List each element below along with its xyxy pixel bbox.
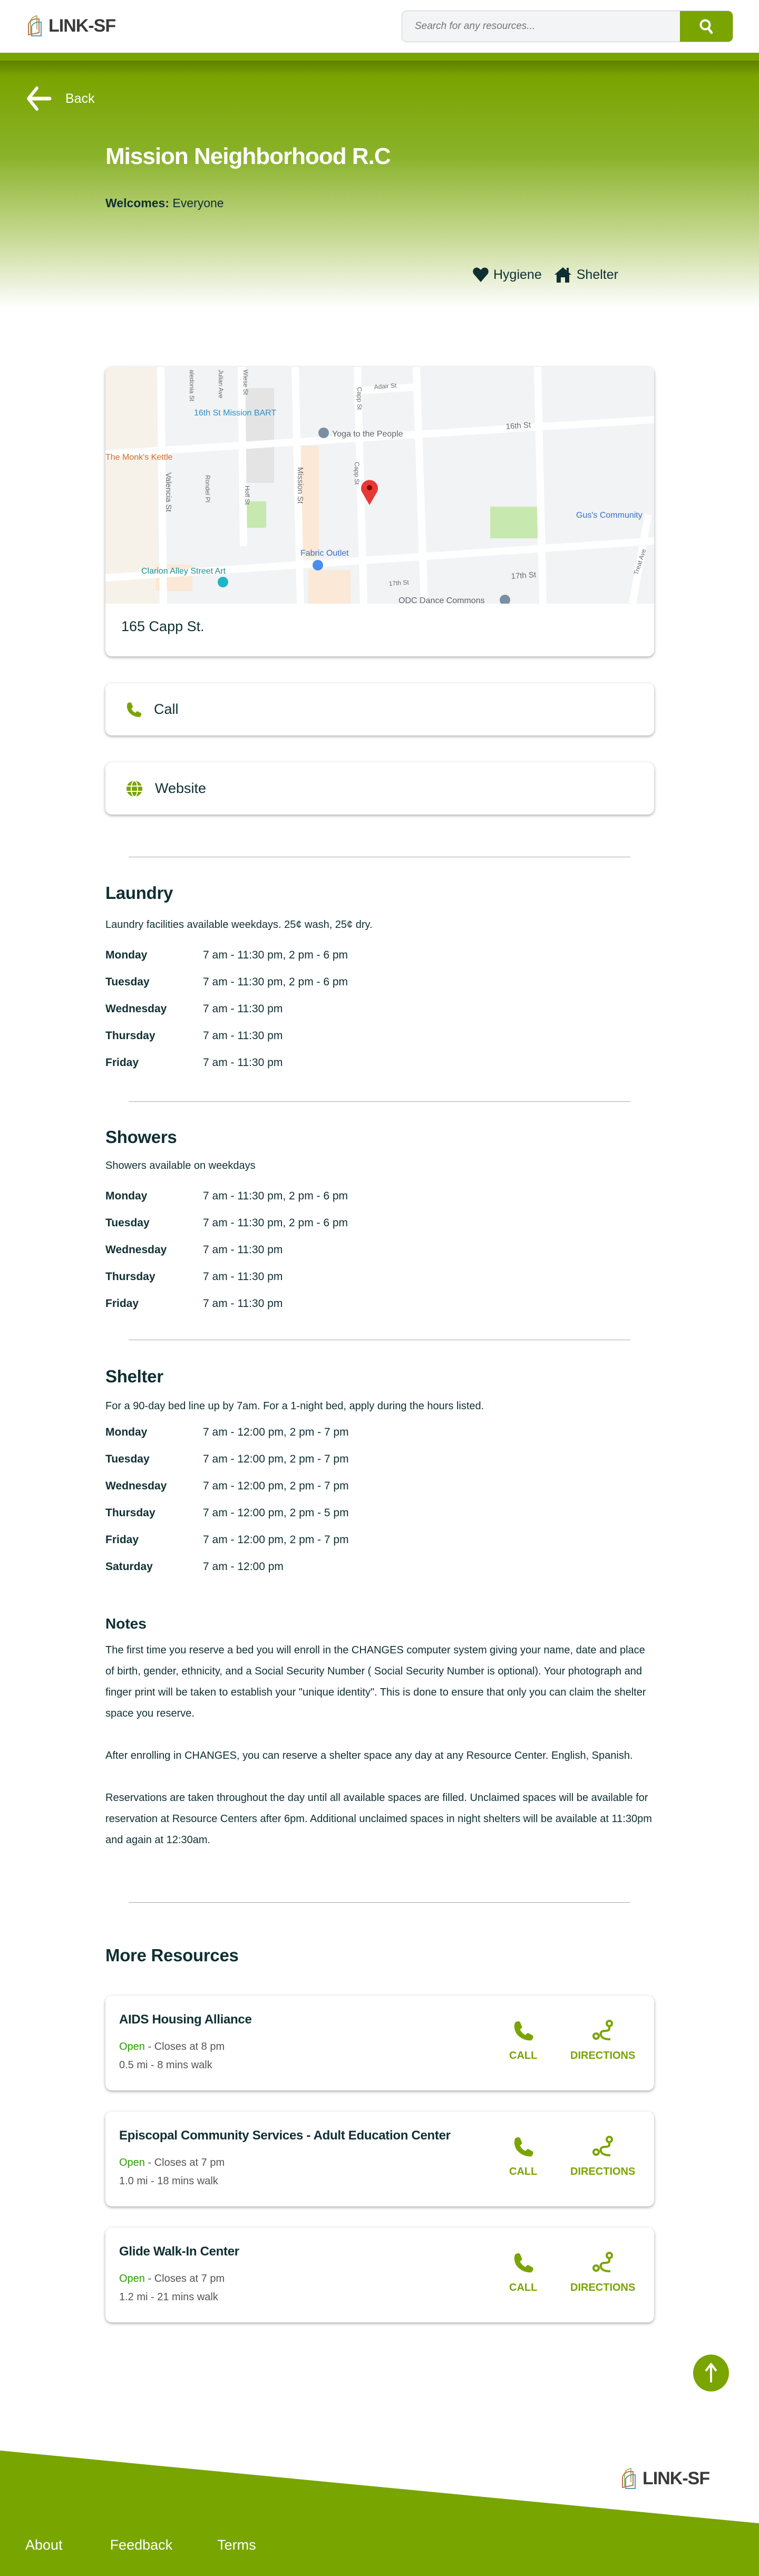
schedule-row (105, 1290, 654, 1317)
day: Wednesday (105, 1479, 167, 1492)
hours: 7 am - 11:30 pm (203, 1243, 283, 1256)
search-bar (402, 11, 733, 42)
resource-status (119, 2041, 225, 2053)
map-label: Clarion Alley Street Art (141, 567, 226, 576)
schedule-row (105, 1419, 654, 1446)
logo-text: LINK-SF (643, 2468, 710, 2488)
hours: 7 am - 12:00 pm, 2 pm - 7 pm (203, 1426, 349, 1438)
map-label: Fabric Outlet (300, 549, 349, 558)
schedule-row (105, 1209, 654, 1236)
schedule-row (105, 1183, 654, 1209)
resource-distance: 0.5 mi - 8 mins walk (119, 2059, 212, 2071)
schedule-row (105, 1473, 654, 1499)
call-label: Call (154, 701, 179, 717)
hours: 7 am - 11:30 pm (203, 1002, 283, 1015)
schedule-row (105, 1236, 654, 1263)
phone-icon (512, 2135, 534, 2158)
camera-pin-icon (218, 577, 228, 587)
schedule-row (105, 995, 654, 1022)
day: Friday (105, 1533, 139, 1546)
hours: 7 am - 11:30 pm, 2 pm - 6 pm (203, 948, 348, 961)
service-description: Showers available on weekdays (105, 1160, 256, 1171)
hours: 7 am - 12:00 pm (203, 1560, 284, 1573)
day: Monday (105, 1426, 148, 1438)
map-label: The Monk's Kettle (105, 453, 173, 462)
search-icon (699, 18, 714, 34)
hours: 7 am - 11:30 pm, 2 pm - 6 pm (203, 975, 348, 988)
hero-banner (0, 61, 759, 308)
service-description: For a 90-day bed line up by 7am. For a 1-night bed, apply during the hours listed. (105, 1400, 484, 1412)
logo-text: LINK-SF (48, 15, 116, 36)
map-label: 17th St (388, 578, 410, 587)
resource-card[interactable] (105, 2228, 654, 2322)
website-label: Website (155, 780, 207, 796)
footer-link-terms[interactable]: Terms (217, 2537, 256, 2553)
back-button[interactable] (25, 86, 95, 111)
hours: 7 am - 11:30 pm, 2 pm - 6 pm (203, 1189, 348, 1202)
resource-name[interactable]: Glide Walk-In Center (119, 2244, 239, 2259)
schedule-row (105, 969, 654, 995)
schedule-row (105, 1022, 654, 1049)
map-label: Gus's Community (576, 511, 643, 520)
schedule-row (105, 1553, 654, 1580)
category-shelter[interactable] (553, 266, 618, 283)
map-label: 16th St (505, 420, 531, 431)
address: 165 Capp St. (121, 618, 205, 634)
divider (129, 1902, 630, 1903)
open-status: Open (119, 2273, 145, 2284)
map-label: Hoff St (244, 486, 251, 505)
map-label: Valencia St (164, 472, 173, 512)
route-icon (591, 2251, 615, 2274)
map-label: Julian Ave (217, 370, 225, 399)
resource-card[interactable] (105, 1996, 654, 2090)
logo-mark-icon (619, 2467, 640, 2490)
divider (129, 1101, 630, 1102)
directions-label: DIRECTIONS (570, 2166, 636, 2177)
hours: 7 am - 11:30 pm, 2 pm - 6 pm (203, 1216, 348, 1229)
map-label: Yoga to the People (332, 430, 403, 439)
globe-icon (125, 780, 143, 798)
day: Tuesday (105, 975, 150, 988)
schedule-row (105, 942, 654, 969)
hours: 7 am - 12:00 pm, 2 pm - 7 pm (203, 1533, 349, 1546)
back-label: Back (65, 91, 95, 106)
schedule-row (105, 1049, 654, 1076)
scroll-to-top-button[interactable] (693, 2355, 729, 2391)
footer-link-feedback[interactable]: Feedback (110, 2537, 173, 2553)
welcomes-label: Welcomes: (105, 196, 170, 210)
closing-time: - Closes at 7 pm (144, 2157, 225, 2168)
section-title: Showers (105, 1127, 177, 1147)
notes-paragraph: Reservations are taken throughout the day until all available spaces are filled. Unclaimed spaces will be available for reservation at Resource Centers after 6pm. Additional unclaimed spaces in night shelters will be available at 11:30pm and again at 12:30am. (105, 1792, 652, 1846)
map-label: ODC Dance Commons (398, 596, 485, 604)
site-header (0, 0, 759, 53)
call-button[interactable] (105, 683, 654, 735)
day: Saturday (105, 1560, 153, 1573)
resource-call-button[interactable] (509, 2135, 537, 2178)
footer-logo[interactable] (619, 2467, 709, 2490)
schedule-row (105, 1499, 654, 1526)
day: Monday (105, 1189, 148, 1202)
resource-name[interactable]: Episcopal Community Services - Adult Education Center (119, 2128, 451, 2143)
call-label: CALL (509, 2282, 538, 2293)
day: Friday (105, 1297, 139, 1310)
resource-name[interactable]: AIDS Housing Alliance (119, 2012, 252, 2027)
service-description: Laundry facilities available weekdays. 25¢ wash, 25¢ dry. (105, 919, 373, 931)
day: Monday (105, 948, 148, 961)
route-icon (591, 2019, 615, 2042)
resource-card[interactable] (105, 2112, 654, 2206)
directions-label: DIRECTIONS (570, 2050, 636, 2061)
day: Thursday (105, 1506, 155, 1519)
welcomes-value: Everyone (169, 196, 224, 210)
service-laundry (105, 883, 654, 1076)
day: Wednesday (105, 1243, 167, 1256)
service-shelter (105, 1367, 654, 1580)
footer-nav (25, 2537, 256, 2553)
website-button[interactable] (105, 762, 654, 815)
more-resources-header (105, 1945, 654, 1965)
phone-icon (125, 701, 142, 718)
notes-title: Notes (105, 1615, 147, 1632)
phone-icon (512, 2019, 534, 2042)
hours: 7 am - 12:00 pm, 2 pm - 7 pm (203, 1452, 349, 1465)
call-label: CALL (509, 2050, 538, 2061)
hours: 7 am - 11:30 pm (203, 1270, 283, 1283)
logo-mark-icon (25, 15, 46, 37)
resource-directions-button[interactable] (570, 2251, 635, 2294)
home-icon (553, 266, 572, 283)
resource-call-button[interactable] (509, 2251, 537, 2294)
hours: 7 am - 12:00 pm, 2 pm - 5 pm (203, 1506, 349, 1519)
closing-time: - Closes at 7 pm (144, 2273, 225, 2284)
footer-link-about[interactable]: About (25, 2537, 63, 2553)
route-icon (591, 2135, 615, 2158)
category-hygiene[interactable] (472, 266, 542, 283)
section-title: Shelter (105, 1367, 163, 1386)
section-title: Laundry (105, 883, 173, 903)
map-label: Wiese St (242, 370, 249, 395)
hours: 7 am - 11:30 pm (203, 1297, 283, 1310)
header-accent-bar (0, 53, 759, 61)
map-label: aledonia St (188, 370, 196, 402)
page-title: Mission Neighborhood R.C (105, 143, 391, 169)
map-label: Treat Ave (632, 548, 648, 576)
notes-paragraph: After enrolling in CHANGES, you can reserve a shelter space any day at any Resource Center. English, Spanish. (105, 1750, 633, 1761)
map-label: 17th St (511, 570, 537, 581)
category-tags (472, 266, 618, 283)
map-label: 16th St Mission BART (194, 409, 277, 418)
search-button[interactable] (680, 11, 733, 42)
location-map[interactable] (105, 367, 654, 604)
footer-background (0, 2446, 759, 2576)
resource-directions-button[interactable] (570, 2019, 635, 2062)
search-input[interactable] (402, 11, 680, 42)
schedule (105, 1183, 654, 1317)
map-label: Capp St (356, 387, 363, 410)
shopping-pin-icon (313, 560, 323, 570)
logo[interactable] (25, 15, 115, 37)
phone-icon (512, 2251, 534, 2274)
day: Thursday (105, 1270, 155, 1283)
closing-time: - Closes at 8 pm (144, 2041, 225, 2052)
resource-status (119, 2157, 225, 2169)
resource-distance: 1.0 mi - 18 mins walk (119, 2175, 218, 2187)
map-label: Mission St (296, 467, 305, 504)
hours: 7 am - 12:00 pm, 2 pm - 7 pm (203, 1479, 349, 1492)
welcomes-info (105, 196, 224, 210)
location-card (105, 367, 654, 656)
schedule (105, 1419, 654, 1580)
open-status: Open (119, 2041, 145, 2052)
map-label: Rondel Pl (204, 475, 211, 503)
service-showers (105, 1127, 654, 1317)
schedule-row (105, 1263, 654, 1290)
category-label: Hygiene (493, 267, 542, 282)
arrow-left-icon (25, 86, 52, 111)
notes-section (105, 1615, 654, 1851)
resource-distance: 1.2 mi - 21 mins walk (119, 2291, 218, 2303)
directions-label: DIRECTIONS (570, 2282, 636, 2293)
schedule (105, 942, 654, 1076)
day: Tuesday (105, 1216, 150, 1229)
notes-paragraph: The first time you reserve a bed you will enroll in the CHANGES computer system giving your name, date and place of birth, gender, ethnicity, and a Social Security Number ( Social Security Number is optional). Your photograph and finger print will be taken to establish your "unique identity". This is done to ensure that only you can claim the shelter space you reserve. (105, 1644, 646, 1719)
hours: 7 am - 11:30 pm (203, 1029, 283, 1042)
map-label: Capp St (353, 462, 361, 485)
resource-directions-button[interactable] (570, 2135, 635, 2178)
section-title: More Resources (105, 1945, 239, 1965)
resource-call-button[interactable] (509, 2019, 537, 2062)
day: Friday (105, 1056, 139, 1069)
day: Thursday (105, 1029, 155, 1042)
heart-icon (472, 267, 489, 283)
open-status: Open (119, 2157, 145, 2168)
map-label: Adair St (374, 382, 397, 391)
poi-pin-icon (318, 428, 329, 438)
resource-status (119, 2273, 225, 2285)
day: Tuesday (105, 1452, 150, 1465)
schedule-row (105, 1446, 654, 1473)
day: Wednesday (105, 1002, 167, 1015)
category-label: Shelter (576, 267, 618, 282)
hours: 7 am - 11:30 pm (203, 1056, 283, 1069)
schedule-row (105, 1526, 654, 1553)
arrow-up-icon (704, 2362, 718, 2384)
call-label: CALL (509, 2166, 538, 2177)
